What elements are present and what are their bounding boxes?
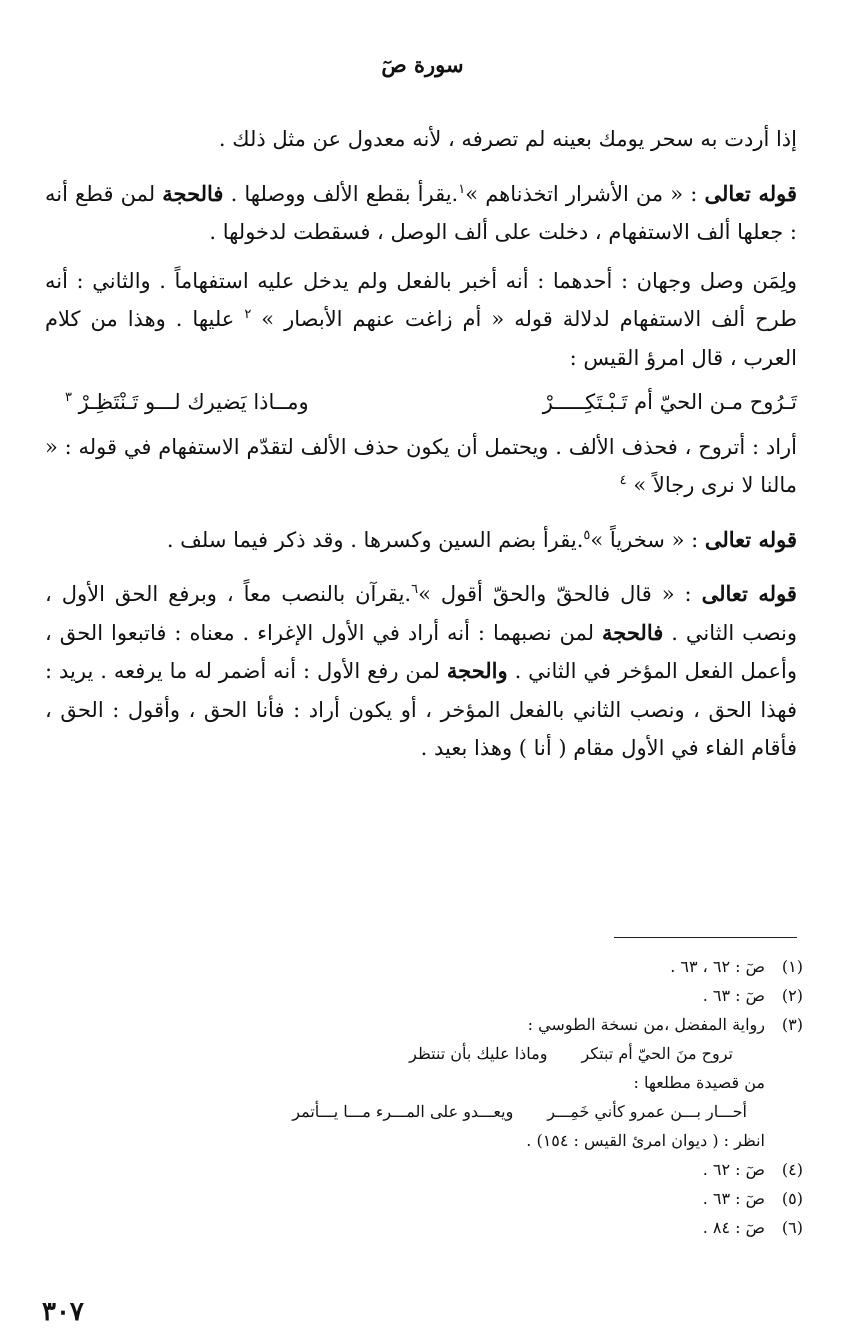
paragraph-4-text: أراد : أتروح ، فحذف الألف . ويحتمل أن يكون حذف الألف لتقدّم الاستفهام في قوله : « مالنا لا نرى رجالاً » — [45, 434, 797, 497]
footnote-3-verse-a — [43, 1039, 803, 1068]
footnote-text: رواية المفضل ،من نسخة الطوسي : — [527, 1015, 765, 1034]
paragraph-5 — [45, 521, 797, 560]
argument-label: فالحجة — [602, 619, 664, 645]
footnote-3-line-2: من قصيدة مطلعها : — [633, 1073, 765, 1092]
verse-hemistich: أحـــار بـــن عمرو كأني خَمِـــر — [547, 1102, 747, 1121]
main-text — [45, 120, 797, 768]
quote-text: : « من الأشرار اتخذناهم » — [465, 181, 698, 206]
paragraph-4 — [45, 428, 797, 505]
paragraph-3-text-b: عليها . وهذا من كلام العرب ، قال امرؤ القيس : — [45, 307, 797, 370]
footnote-divider — [614, 937, 797, 938]
footnote-number: (٣) — [781, 1015, 803, 1034]
footnote-6 — [43, 1213, 803, 1242]
footnote-number: (١) — [781, 957, 803, 976]
footnote-text: صٓ : ٦٣ . — [702, 1189, 765, 1208]
footnote-ref-2: ٢ — [244, 307, 252, 322]
paragraph-6 — [45, 575, 797, 768]
poetry-verse — [45, 383, 797, 422]
argument-text-2: لمن رفع الأول : أنه أضمر له ما يرفعه . يريد : فهذا الحق ، ونصب الثاني بالفعل المؤخر ، أو يكون أراد : فأنا الحق ، وأقول : الحق ، فأقام الفاء في الأول مقام ( أنا ) وهذا بعيد . — [45, 659, 797, 760]
footnote-ref-4: ٤ — [619, 473, 627, 488]
quote-text: : « قال فالحقّ والحقّ أقول » — [418, 582, 692, 606]
footnote-text: صٓ : ٦٢ ، ٦٣ . — [670, 957, 765, 976]
footnote-3 — [43, 1010, 803, 1039]
footnote-ref-6: ٦ — [411, 582, 419, 597]
footnote-2 — [43, 981, 803, 1010]
footnote-4 — [43, 1155, 803, 1184]
footnote-text: صٓ : ٦٣ . — [702, 986, 765, 1005]
argument-label-2: والحجة — [446, 658, 508, 683]
argument-text: لمن قطع أنه : جعلها ألف الاستفهام ، دخلت على ألف الوصل ، فسقطت لدخولها . — [45, 181, 797, 244]
verse-hemistich: وماذا عليك بأن تنتظر — [409, 1044, 548, 1063]
footnote-3-line-3: انظر : ( ديوان امرئ القيس : ١٥٤) . — [526, 1131, 765, 1150]
quote-label: قوله تعالى — [704, 526, 797, 552]
paragraph-1: إذا أردت به سحر يومك بعينه لم تصرفه ، لأنه معدول عن مثل ذلك . — [218, 127, 797, 151]
reading-text: .يقرأ بقطع الألف ووصلها . — [230, 181, 459, 206]
quote-label: قوله تعالى — [704, 180, 798, 206]
verse-hemistich-1: تَـرُوح مـن الحيّ أم تَـبْـتَكِـــــرْ — [542, 390, 797, 414]
reading-text: .يقرآن بالنصب معاً ، وبرفع الحق الأول ، ونصب الثاني . — [45, 582, 797, 645]
footnote-3-verse-b — [43, 1097, 803, 1126]
footnote-number: (٦) — [781, 1218, 803, 1237]
reading-text: .يقرأ بضم السين وكسرها . وقد ذكر فيما سلف . — [166, 527, 584, 552]
verse-hemistich: ويعـــدو على المـــرء مـــا يـــأتمر — [292, 1102, 514, 1121]
argument-text: لمن نصبهما : أنه أراد في الأول الإغراء . معناه : فاتبعوا الحق ، وأعمل الفعل المؤخر في الثاني . — [45, 620, 797, 683]
footnote-number: (٥) — [781, 1189, 803, 1208]
argument-label: فالحجة — [162, 180, 224, 206]
footnote-text: صٓ : ٦٢ . — [702, 1160, 765, 1179]
footnote-number: (٤) — [781, 1160, 803, 1179]
paragraph-3-text-a: ولِمَن وصل وجهان : أحدهما : أنه أخبر بالفعل ولم يدخل عليه استفهاماً . والثاني : أنه طرح ألف الاستفهام لدلالة قوله « أم زاغت عنهم الأبصار » — [45, 268, 797, 331]
footnote-5 — [43, 1184, 803, 1213]
page-number: ٣٠٧ — [42, 1297, 84, 1327]
footnote-ref-3: ٣ — [65, 390, 72, 405]
footnote-number: (٢) — [781, 986, 803, 1005]
paragraph-3 — [45, 262, 797, 378]
quote-label: قوله تعالى — [701, 581, 797, 606]
quote-text: : « سخرياً » — [590, 527, 699, 552]
verse-hemistich-2 — [65, 383, 309, 422]
paragraph-2 — [45, 175, 797, 252]
page-header-title: سورة صٓ — [381, 52, 464, 77]
footnote-1 — [43, 952, 803, 981]
verse-hemistich-2-text: ومــاذا يَضيرك لـــو تَـنْتَظِـرْ — [78, 390, 309, 414]
verse-hemistich: تروح منَ الحيّ أم تبتكر — [581, 1044, 733, 1063]
footnote-text: صٓ : ٨٤ . — [702, 1218, 765, 1237]
footnote-ref-5: ٥ — [583, 527, 591, 543]
footnotes — [43, 952, 803, 1242]
footnote-ref-1: ١ — [458, 181, 466, 197]
